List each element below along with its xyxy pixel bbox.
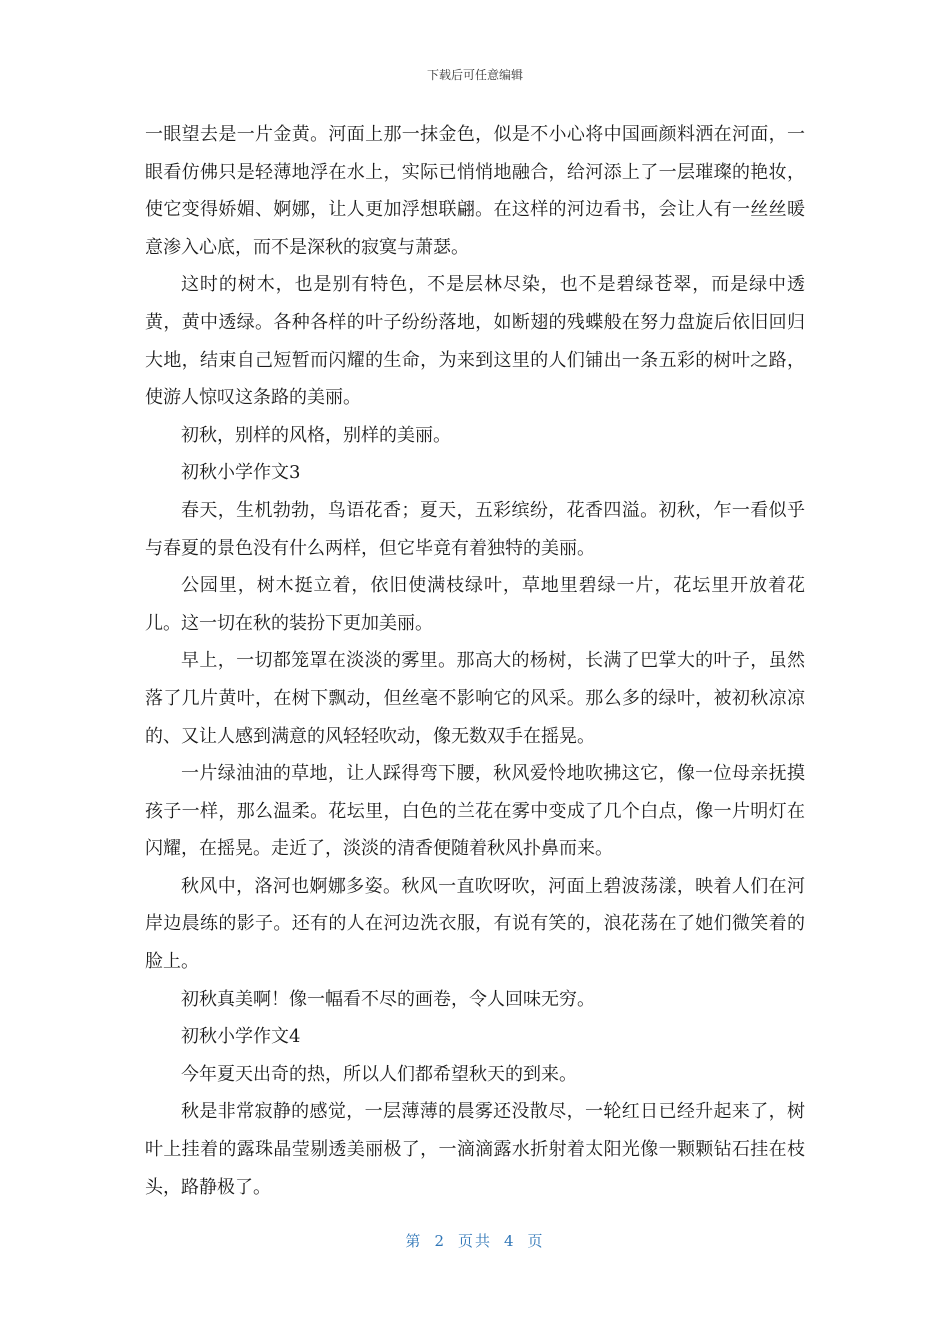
paragraph: 这时的树木，也是别有特色，不是层林尽染，也不是碧绿苍翠，而是绿中透黄，黄中透绿。各种各样的叶子纷纷落地，如断翅的残蝶般在努力盘旋后依旧回归大地，结束自己短暂而闪耀的生命，为来到这里的人们铺出一条五彩的树叶之路，使游人惊叹这条路的美丽。 <box>145 274 805 409</box>
page-number-footer <box>0 1230 950 1251</box>
paragraph: 初秋真美啊！像一幅看不尽的画卷，令人回味无穷。 <box>181 988 595 1010</box>
section-title: 初秋小学作文3 <box>181 462 301 484</box>
document-body <box>145 116 805 1206</box>
current-page-number: 2 <box>434 1232 446 1250</box>
paragraph: 公园里，树木挺立着，依旧使满枝绿叶，草地里碧绿一片，花坛里开放着花儿。这一切在秋的装扮下更加美丽。 <box>145 575 805 634</box>
paragraph: 秋是非常寂静的感觉，一层薄薄的晨雾还没散尽，一轮红日已经升起来了，树叶上挂着的露珠晶莹剔透美丽极了，一滴滴露水折射着太阳光像一颗颗钻石挂在枝头，路静极了。 <box>145 1101 805 1198</box>
paragraph: 春天，生机勃勃，鸟语花香；夏天，五彩缤纷，花香四溢。初秋，乍一看似乎与春夏的景色没有什么两样，但它毕竟有着独特的美丽。 <box>145 499 805 559</box>
paragraph: 今年夏天出奇的热，所以人们都希望秋天的到来。 <box>181 1063 577 1085</box>
paragraph: 早上，一切都笼罩在淡淡的雾里。那高大的杨树，长满了巴掌大的叶子，虽然落了几片黄叶，在树下飘动，但丝毫不影响它的风采。那么多的绿叶，被初秋凉凉的、又让人感到满意的风轻轻吹动，像无数双手在摇晃。 <box>145 650 805 747</box>
paragraph: 一眼望去是一片金黄。河面上那一抹金色，似是不小心将中国画颜料洒在河面，一眼看仿佛只是轻薄地浮在水上，实际已悄悄地融合，给河添上了一层璀璨的艳妆，使它变得娇媚、婀娜，让人更加浮想联翩。在这样的河边看书，会让人有一丝丝暖意渗入心底，而不是深秋的寂寞与萧瑟。 <box>145 124 805 258</box>
section-title: 初秋小学作文4 <box>181 1026 301 1048</box>
paragraph: 秋风中，洛河也婀娜多姿。秋风一直吹呀吹，河面上碧波荡漾，映着人们在河岸边晨练的影子。还有的人在河边洗衣服，有说有笑的，浪花荡在了她们微笑着的脸上。 <box>145 875 805 973</box>
paragraph: 初秋，别样的风格，别样的美丽。 <box>181 424 451 446</box>
footer-middle: 页共 <box>457 1232 492 1250</box>
total-page-number: 4 <box>504 1232 516 1250</box>
footer-suffix: 页 <box>527 1232 545 1250</box>
footer-prefix: 第 <box>405 1232 423 1250</box>
page-header: 下载后可任意编辑 <box>426 68 523 82</box>
paragraph: 一片绿油油的草地，让人踩得弯下腰，秋风爱怜地吹拂这它，像一位母亲抚摸孩子一样，那么温柔。花坛里，白色的兰花在雾中变成了几个白点，像一片明灯在闪耀，在摇晃。走近了，淡淡的清香便随着秋风扑鼻而来。 <box>145 763 805 860</box>
